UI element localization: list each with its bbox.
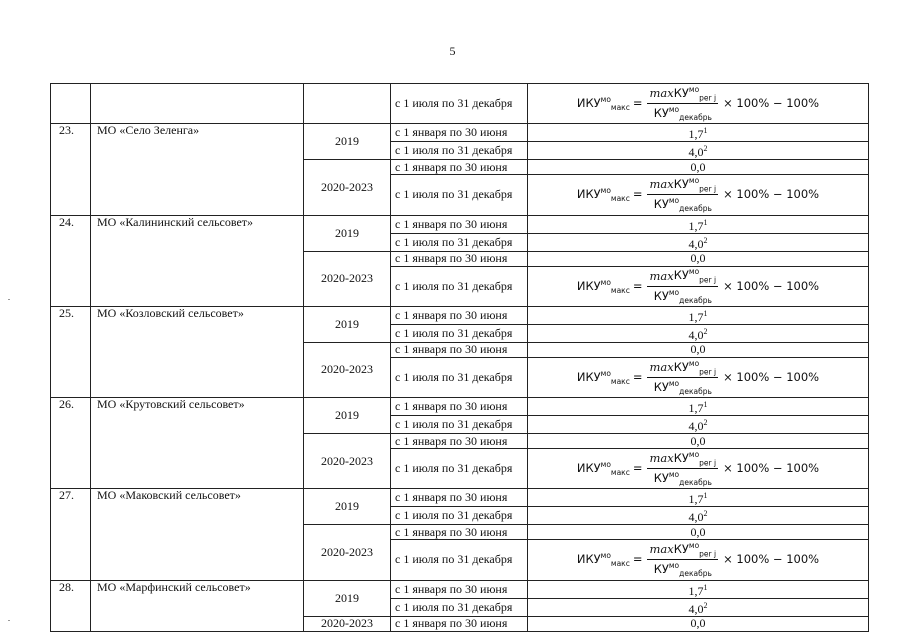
iku-formula: $ИКУ^{мо}_{макс}$ = $\frac{\max КУ^{мо}_{per j}}{КУ^{мо}_{декабрь}}$ × 100% − 100% bbox=[576, 176, 820, 214]
period-cell: с 1 июля по 31 декабря bbox=[391, 175, 528, 215]
period-cell: с 1 июля по 31 декабря bbox=[391, 233, 528, 251]
year-cell: 2020-2023 bbox=[304, 342, 391, 397]
municipality-cell: МО «Калининский сельсовет» bbox=[91, 215, 304, 306]
formula-fraction bbox=[647, 358, 718, 397]
municipality-cell: МО «Маковский сельсовет» bbox=[91, 489, 304, 580]
year-cell bbox=[304, 84, 391, 124]
formula-max: max bbox=[649, 177, 674, 192]
formula-tail: × 100% − 100% bbox=[723, 461, 820, 476]
formula-fraction bbox=[647, 449, 718, 488]
municipality-cell: МО «Марфинский сельсовет» bbox=[91, 580, 304, 631]
table-row bbox=[51, 215, 869, 233]
period-cell: с 1 июля по 31 декабря bbox=[391, 416, 528, 434]
formula-lhs: $ИКУ^{мо}_{макс}$ bbox=[576, 368, 630, 386]
value-cell: $4,0^2$ bbox=[528, 598, 869, 616]
iku-formula: $ИКУ^{мо}_{макс}$ = $\frac{\max КУ^{мо}_{per j}}{КУ^{мо}_{декабрь}}$ × 100% − 100% bbox=[576, 450, 820, 488]
formula-tail: × 100% − 100% bbox=[723, 187, 820, 202]
formula-lhs: $ИКУ^{мо}_{макс}$ bbox=[576, 460, 630, 478]
year-cell: 2019 bbox=[304, 215, 391, 251]
value-cell: 0,0 bbox=[528, 616, 869, 631]
formula-num: $КУ^{мо}_{per j}$ bbox=[673, 85, 717, 103]
municipality-cell: МО «Село Зеленга» bbox=[91, 124, 304, 215]
period-cell: с 1 июля по 31 декабря bbox=[391, 324, 528, 342]
margin-mark bbox=[8, 620, 10, 621]
value-cell bbox=[528, 175, 869, 215]
formula-max: max bbox=[649, 85, 674, 100]
period-cell: с 1 января по 30 июня bbox=[391, 398, 528, 416]
formula-max: max bbox=[649, 359, 674, 374]
row-number-cell: 23. bbox=[51, 124, 91, 215]
row-number-cell: 24. bbox=[51, 215, 91, 306]
formula-fraction bbox=[647, 175, 718, 214]
formula-num: $КУ^{мо}_{per j}$ bbox=[673, 541, 717, 559]
value-cell: 0,0 bbox=[528, 342, 869, 357]
value-cell: $4,0^2$ bbox=[528, 324, 869, 342]
formula-den: $КУ^{мо}_{декабрь}$ bbox=[653, 105, 712, 123]
formula-den: $КУ^{мо}_{декабрь}$ bbox=[653, 470, 712, 488]
formula-lhs: $ИКУ^{мо}_{макс}$ bbox=[576, 277, 630, 295]
iku-formula: $ИКУ^{мо}_{макс}$ = $\frac{\max КУ^{мо}_{per j}}{КУ^{мо}_{декабрь}}$ × 100% − 100% bbox=[576, 267, 820, 305]
value-cell: $1,7^1$ bbox=[528, 306, 869, 324]
formula-fraction bbox=[647, 267, 718, 306]
period-cell: с 1 января по 30 июня bbox=[391, 616, 528, 631]
table-row bbox=[51, 124, 869, 142]
formula-num: $КУ^{мо}_{per j}$ bbox=[673, 358, 717, 376]
period-cell: с 1 июля по 31 декабря bbox=[391, 540, 528, 580]
formula-num: $КУ^{мо}_{per j}$ bbox=[673, 450, 717, 468]
row-number-cell: 27. bbox=[51, 489, 91, 580]
value-cell: 0,0 bbox=[528, 525, 869, 540]
period-cell: с 1 января по 30 июня bbox=[391, 342, 528, 357]
formula-num: $КУ^{мо}_{per j}$ bbox=[673, 267, 717, 285]
value-cell: $1,7^1$ bbox=[528, 398, 869, 416]
value-cell bbox=[528, 84, 869, 124]
value-cell bbox=[528, 357, 869, 397]
period-cell: с 1 января по 30 июня bbox=[391, 124, 528, 142]
formula-fraction bbox=[647, 540, 718, 579]
formula-num: $КУ^{мо}_{per j}$ bbox=[673, 176, 717, 194]
year-cell: 2019 bbox=[304, 489, 391, 525]
iku-formula: $ИКУ^{мо}_{макс}$ = $\frac{\max КУ^{мо}_{per j}}{КУ^{мо}_{декабрь}}$ × 100% − 100% bbox=[576, 358, 820, 396]
year-cell: 2019 bbox=[304, 580, 391, 616]
year-cell: 2020-2023 bbox=[304, 616, 391, 631]
formula-den: $КУ^{мо}_{декабрь}$ bbox=[653, 561, 712, 579]
table-row bbox=[51, 398, 869, 416]
table-row bbox=[51, 489, 869, 507]
value-cell bbox=[528, 266, 869, 306]
iku-formula: $ИКУ^{мо}_{макс}$ = $\frac{\max КУ^{мо}_{per j}}{КУ^{мо}_{декабрь}}$ × 100% − 100% bbox=[576, 541, 820, 579]
year-cell: 2020-2023 bbox=[304, 251, 391, 306]
margin-mark bbox=[8, 299, 10, 300]
period-cell: с 1 июля по 31 декабря bbox=[391, 507, 528, 525]
formula-lhs: $ИКУ^{мо}_{макс}$ bbox=[576, 95, 630, 113]
period-cell: с 1 января по 30 июня bbox=[391, 434, 528, 449]
formula-max: max bbox=[649, 268, 674, 283]
period-cell: с 1 января по 30 июня bbox=[391, 489, 528, 507]
formula-tail: × 100% − 100% bbox=[723, 96, 820, 111]
formula-max: max bbox=[649, 450, 674, 465]
value-cell: $1,7^1$ bbox=[528, 580, 869, 598]
value-cell: 0,0 bbox=[528, 160, 869, 175]
formula-max: max bbox=[649, 542, 674, 557]
year-cell: 2019 bbox=[304, 398, 391, 434]
table-row bbox=[51, 580, 869, 598]
value-cell: $4,0^2$ bbox=[528, 142, 869, 160]
period-cell: с 1 января по 30 июня bbox=[391, 251, 528, 266]
municipality-cell bbox=[91, 84, 304, 124]
value-cell bbox=[528, 540, 869, 580]
value-cell: $4,0^2$ bbox=[528, 416, 869, 434]
formula-tail: × 100% − 100% bbox=[723, 552, 820, 567]
period-cell: с 1 июля по 31 декабря bbox=[391, 357, 528, 397]
formula-den: $КУ^{мо}_{декабрь}$ bbox=[653, 196, 712, 214]
formula-fraction bbox=[647, 84, 718, 123]
year-cell: 2020-2023 bbox=[304, 525, 391, 580]
period-cell: с 1 января по 30 июня bbox=[391, 306, 528, 324]
year-cell: 2020-2023 bbox=[304, 434, 391, 489]
value-cell: 0,0 bbox=[528, 434, 869, 449]
formula-lhs: $ИКУ^{мо}_{макс}$ bbox=[576, 186, 630, 204]
row-number-cell: 25. bbox=[51, 306, 91, 397]
period-cell: с 1 июля по 31 декабря bbox=[391, 449, 528, 489]
formula-den: $КУ^{мо}_{декабрь}$ bbox=[653, 287, 712, 305]
period-cell: с 1 января по 30 июня bbox=[391, 160, 528, 175]
formula-den: $КУ^{мо}_{декабрь}$ bbox=[653, 378, 712, 396]
tariff-table bbox=[50, 83, 869, 632]
formula-lhs: $ИКУ^{мо}_{макс}$ bbox=[576, 551, 630, 569]
row-number-cell: 28. bbox=[51, 580, 91, 631]
year-cell: 2019 bbox=[304, 306, 391, 342]
table-row bbox=[51, 306, 869, 324]
period-cell: с 1 июля по 31 декабря bbox=[391, 84, 528, 124]
value-cell bbox=[528, 449, 869, 489]
iku-formula: $ИКУ^{мо}_{макс}$ = $\frac{\max КУ^{мо}_{per j}}{КУ^{мо}_{декабрь}}$ × 100% − 100% bbox=[576, 85, 820, 123]
formula-tail: × 100% − 100% bbox=[723, 369, 820, 384]
year-cell: 2019 bbox=[304, 124, 391, 160]
value-cell: $1,7^1$ bbox=[528, 489, 869, 507]
year-cell: 2020-2023 bbox=[304, 160, 391, 215]
page-number: 5 bbox=[449, 44, 456, 58]
period-cell: с 1 июля по 31 декабря bbox=[391, 142, 528, 160]
municipality-cell: МО «Крутовский сельсовет» bbox=[91, 398, 304, 489]
value-cell: $1,7^1$ bbox=[528, 124, 869, 142]
formula-tail: × 100% − 100% bbox=[723, 278, 820, 293]
period-cell: с 1 января по 30 июня bbox=[391, 215, 528, 233]
period-cell: с 1 января по 30 июня bbox=[391, 525, 528, 540]
value-cell: $4,0^2$ bbox=[528, 233, 869, 251]
value-cell: $1,7^1$ bbox=[528, 215, 869, 233]
period-cell: с 1 января по 30 июня bbox=[391, 580, 528, 598]
value-cell: 0,0 bbox=[528, 251, 869, 266]
value-cell: $4,0^2$ bbox=[528, 507, 869, 525]
period-cell: с 1 июля по 31 декабря bbox=[391, 266, 528, 306]
row-number-cell: 26. bbox=[51, 398, 91, 489]
municipality-cell: МО «Козловский сельсовет» bbox=[91, 306, 304, 397]
row-number-cell bbox=[51, 84, 91, 124]
period-cell: с 1 июля по 31 декабря bbox=[391, 598, 528, 616]
